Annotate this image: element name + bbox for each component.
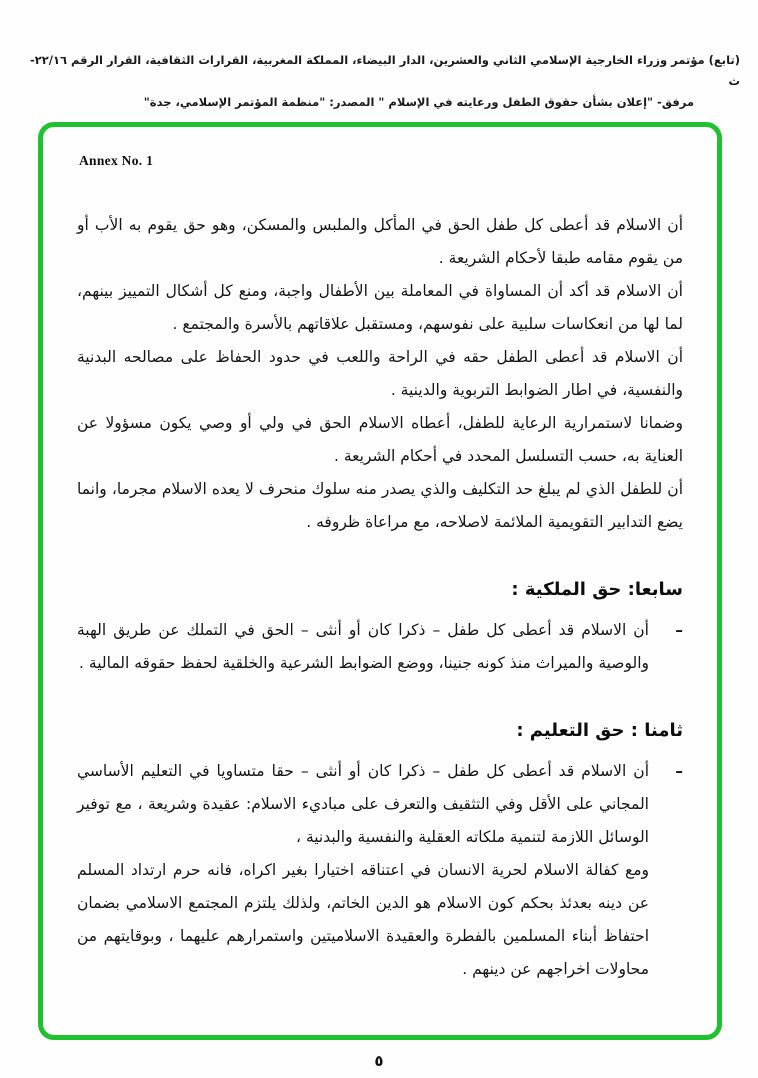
paragraph-juvenile-conduct: أن للطفل الذي لم يبلغ حد التكليف والذي يصدر منه سلوك منحرف لا يعده الاسلام مجرما، وانما يضع التدابير التقويمية الملائمة لاصلاحه، مع مراعاة ظروفه . — [77, 480, 683, 531]
paragraph-ownership-right: أن الاسلام قد أعطى كل طفل – ذكرا كان أو أنثى – الحق في التملك عن طريق الهبة والوصية والميراث منذ كونه جنينا، ووضع الضوابط الشرعية والخلقية لحفظ حقوقه المالية . — [77, 621, 649, 672]
document-header — [24, 50, 740, 113]
header-line-1: (تابع) مؤتمر وزراء الخارجية الإسلامي الثاني والعشرين، الدار البيضاء، المملكة المغربية، القرارات الثقافية، القرار الرقم ٢٢/١٦-ث — [29, 53, 740, 88]
paragraph-equal-treatment: أن الاسلام قد أكد أن المساواة في المعاملة بين الأطفال واجبة، ومنع كل أشكال التمييز بينهم، لما لها من انعكاسات سلبية على نفوسهم، ومستقبل علاقاتهم بالأسرة والمجتمع . — [77, 282, 683, 333]
paragraph-rest-play: أن الاسلام قد أعطى الطفل حقه في الراحة واللعب في حدود الحفاظ على مصالحه البدنية والنفسية، في اطار الضوابط التربوية والدينية . — [77, 348, 683, 399]
list-item-ownership — [77, 614, 683, 680]
list-item-education — [77, 755, 683, 986]
education-paragraph-group — [77, 755, 649, 986]
page-number: ٥ — [374, 1052, 384, 1070]
annex-body — [77, 209, 683, 986]
section-heading-ownership: سابعا: حق الملكية : — [511, 579, 683, 600]
paragraph-food-clothing: أن الاسلام قد أعطى كل طفل الحق في المأكل والملبس والمسكن، وهو حق يقوم به الأب أو من يقوم مقامه طبقا لأحكام الشريعة . — [77, 216, 683, 267]
header-line-2: مرفق- "إعلان بشأن حقوق الطفل ورعايته في الإسلام " المصدر: "منظمة المؤتمر الإسلامي، جدة" — [143, 95, 694, 109]
annex-border-box — [38, 122, 722, 1040]
dash-marker: – — [675, 762, 683, 780]
document-footer — [0, 1051, 758, 1070]
paragraph-religion-protection: ومع كفالة الاسلام لحرية الانسان في اعتناقه اختيارا بغير اكراه، فانه حرم ارتداد المسلم عن دينه بعدئذ بحكم كون الاسلام هو الدين الخاتم، ولذلك يلتزم المجتمع الاسلامي بضمان احتفاظ أبناء المسلمين بالفطرة والعقيدة الاسلاميتين واستمرارهم عليهما ، وبوقايتهم من محاولات اخراجهم عن دينهم . — [77, 861, 649, 978]
paragraph-guardianship: وضمانا لاستمرارية الرعاية للطفل، أعطاه الاسلام الحق في ولي أو وصي يكون مسؤولا عن العناية به، حسب التسلسل المحدد في أحكام الشريعة . — [77, 414, 683, 465]
section-heading-education: ثامنا : حق التعليم : — [516, 720, 683, 741]
paragraph-education-right: أن الاسلام قد أعطى كل طفل – ذكرا كان أو أنثى – حقا متساويا في التعليم الأساسي المجاني على الأقل وفي التثقيف والتعرف على مباديء الاسلام: عقيدة وشريعة ، مع توفير الوسائل اللازمة لتنمية ملكاته العقلية والنفسية والبدنية ، — [77, 762, 649, 846]
dash-marker: – — [675, 621, 683, 639]
annex-label: Annex No. 1 — [79, 153, 154, 168]
